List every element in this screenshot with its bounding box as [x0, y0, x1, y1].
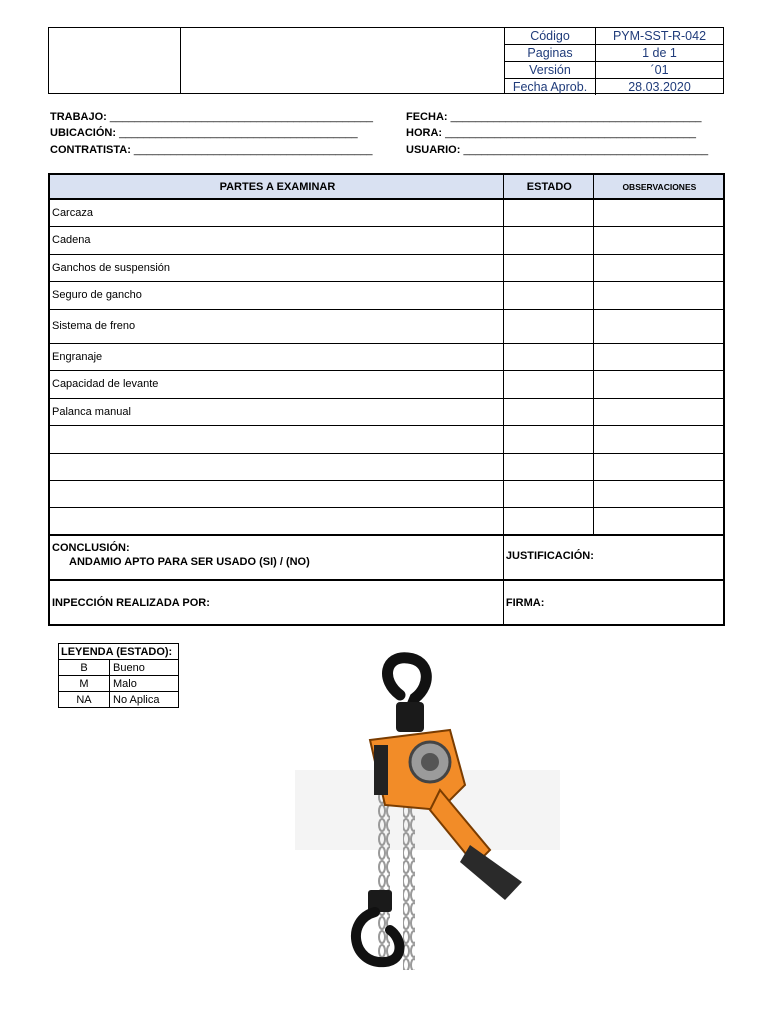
meta-key: Paginas — [505, 45, 596, 62]
part-name: Cadena — [49, 226, 503, 254]
justificacion-label: JUSTIFICACIÓN: — [505, 550, 594, 562]
logo-cell — [49, 28, 181, 93]
lever-hoist-image — [290, 650, 560, 975]
trabajo-line: ___________________________________________ — [109, 111, 373, 123]
usuario-label: USUARIO: — [406, 144, 461, 156]
part-name: Seguro de gancho — [49, 281, 503, 309]
meta-value: ´01 — [596, 62, 724, 79]
observaciones-cell[interactable] — [593, 309, 724, 343]
estado-cell[interactable] — [503, 453, 593, 480]
legend-label: Bueno — [110, 660, 179, 676]
meta-key: Versión — [505, 62, 596, 79]
bottom-hook-icon — [356, 890, 400, 962]
observaciones-cell[interactable] — [593, 226, 724, 254]
meta-row-version — [505, 62, 723, 79]
usuario-line: ________________________________________ — [463, 144, 709, 156]
contratista-field[interactable] — [50, 144, 373, 156]
observaciones-cell[interactable] — [593, 480, 724, 507]
ubicacion-field[interactable] — [50, 127, 358, 139]
hora-label: HORA: — [406, 127, 443, 139]
part-name: Carcaza — [49, 199, 503, 226]
part-name: Capacidad de levante — [49, 370, 503, 398]
legend-code: NA — [59, 692, 110, 708]
table-row — [49, 343, 724, 370]
meta-row-codigo — [505, 28, 723, 45]
estado-cell[interactable] — [503, 343, 593, 370]
table-row — [49, 370, 724, 398]
table-row — [49, 226, 724, 254]
inspection-row — [49, 580, 724, 625]
part-name[interactable] — [49, 453, 503, 480]
contratista-line: _______________________________________ — [133, 144, 373, 156]
observaciones-cell[interactable] — [593, 281, 724, 309]
meta-row-paginas — [505, 45, 723, 62]
part-name[interactable] — [49, 507, 503, 535]
fecha-field[interactable] — [406, 111, 701, 123]
meta-key: Fecha Aprob. — [505, 79, 596, 96]
legend-code: B — [59, 660, 110, 676]
table-row — [49, 507, 724, 535]
table-row — [49, 281, 724, 309]
justificacion-cell[interactable] — [503, 535, 724, 580]
inspeccion-label: INPECCIÓN REALIZADA POR: — [52, 596, 210, 609]
header-observaciones: OBSERVACIONES — [593, 174, 724, 199]
document-meta-table — [505, 28, 723, 95]
conclusion-text: ANDAMIO APTO PARA SER USADO (SI) / (NO) — [69, 556, 310, 568]
hoist-body-icon — [370, 730, 465, 810]
table-row — [49, 398, 724, 425]
table-row — [49, 199, 724, 226]
fecha-label: FECHA: — [406, 111, 448, 123]
observaciones-cell[interactable] — [593, 370, 724, 398]
usuario-field[interactable] — [406, 144, 708, 156]
table-row — [49, 480, 724, 507]
estado-cell[interactable] — [503, 281, 593, 309]
legend-item — [59, 692, 179, 708]
ubicacion-line: _______________________________________ — [119, 127, 358, 139]
estado-cell[interactable] — [503, 480, 593, 507]
estado-cell[interactable] — [503, 507, 593, 535]
legend-label: Malo — [110, 676, 179, 692]
meta-row-fecha-aprob — [505, 79, 723, 96]
part-name: Engranaje — [49, 343, 503, 370]
legend-label: No Aplica — [110, 692, 179, 708]
estado-cell[interactable] — [503, 254, 593, 281]
hora-line: _________________________________________ — [445, 127, 696, 139]
estado-cell[interactable] — [503, 199, 593, 226]
legend-item — [59, 660, 179, 676]
inspection-table — [48, 173, 725, 626]
header-estado: ESTADO — [503, 174, 593, 199]
top-hook-icon — [388, 658, 427, 732]
estado-cell[interactable] — [503, 309, 593, 343]
estado-cell[interactable] — [503, 370, 593, 398]
legend-item — [59, 676, 179, 692]
trabajo-field[interactable] — [50, 111, 373, 123]
table-row — [49, 254, 724, 281]
observaciones-cell[interactable] — [593, 254, 724, 281]
meta-key: Código — [505, 28, 596, 45]
conclusion-row — [49, 535, 724, 580]
observaciones-cell[interactable] — [593, 453, 724, 480]
meta-value: 28.03.2020 — [628, 79, 691, 94]
meta-value: PYM-SST-R-042 — [596, 28, 724, 45]
table-row — [49, 309, 724, 343]
contratista-label: CONTRATISTA: — [50, 144, 131, 156]
estado-cell[interactable] — [503, 398, 593, 425]
legend-title: LEYENDA (ESTADO): — [59, 644, 179, 660]
table-row — [49, 453, 724, 480]
part-name[interactable] — [49, 480, 503, 507]
table-header-row — [49, 174, 724, 199]
conclusion-label: CONCLUSIÓN: — [52, 542, 130, 554]
header-partes: PARTES A EXAMINAR — [49, 174, 503, 199]
observaciones-cell[interactable] — [593, 507, 724, 535]
table-row — [49, 425, 724, 453]
estado-cell[interactable] — [503, 425, 593, 453]
title-cell — [181, 28, 505, 93]
legend-code: M — [59, 676, 110, 692]
document-header — [48, 27, 724, 94]
part-name: Sistema de freno — [49, 309, 503, 343]
meta-value: 1 de 1 — [596, 45, 724, 62]
ubicacion-label: UBICACIÓN: — [50, 127, 116, 139]
part-name: Palanca manual — [49, 398, 503, 425]
part-name[interactable] — [49, 425, 503, 453]
observaciones-cell[interactable] — [593, 425, 724, 453]
trabajo-label: TRABAJO: — [50, 111, 107, 123]
firma-cell[interactable] — [503, 580, 724, 625]
chain-right — [403, 800, 415, 970]
legend-title-row — [59, 644, 179, 660]
estado-cell[interactable] — [503, 226, 593, 254]
part-name: Ganchos de suspensión — [49, 254, 503, 281]
hora-field[interactable] — [406, 127, 696, 139]
conclusion-cell[interactable] — [49, 535, 503, 580]
observaciones-cell[interactable] — [593, 343, 724, 370]
firma-label: FIRMA: — [505, 596, 545, 609]
observaciones-cell[interactable] — [593, 199, 724, 226]
observaciones-cell[interactable] — [593, 398, 724, 425]
inspeccion-cell[interactable] — [49, 580, 503, 625]
legend-table — [58, 643, 179, 708]
fecha-line: _________________________________________ — [450, 111, 702, 123]
